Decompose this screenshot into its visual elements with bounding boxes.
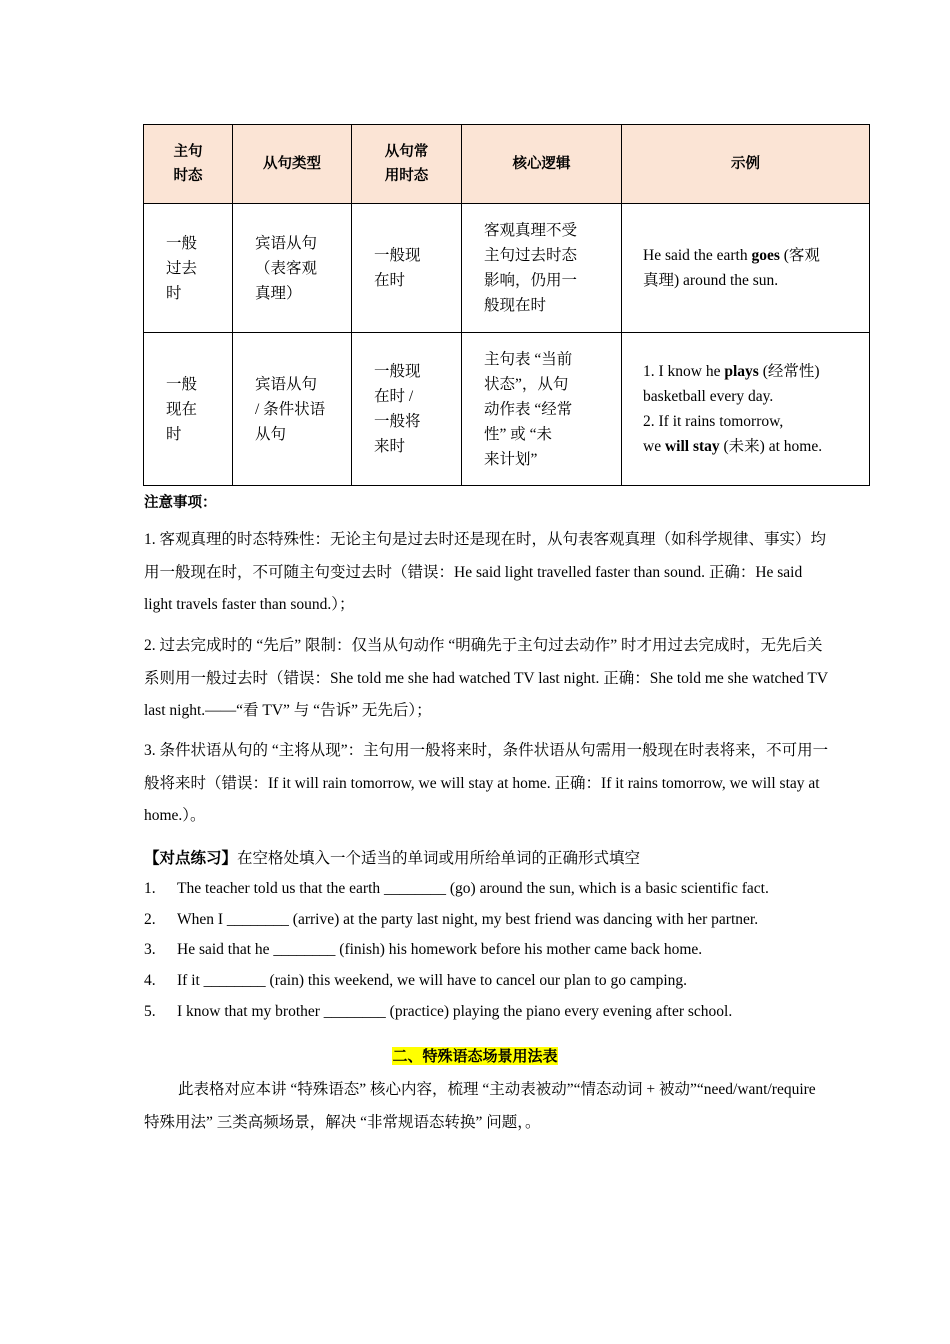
cell-main-tense: 一般 过去 时	[144, 204, 233, 333]
cell-core-logic: 客观真理不受 主句过去时态 影响，仍用一 般现在时	[462, 204, 622, 333]
table-header-row	[144, 125, 870, 204]
practice-item: 3. He said that he ________ (finish) his homework before his mother came back home.	[144, 941, 703, 959]
cell-clause-tense: 一般现 在时	[352, 204, 462, 333]
practice-title-text: 在空格处填入一个适当的单词或用所给单词的正确形式填空	[237, 850, 641, 867]
note-item-3: 3. 条件状语从句的 “主将从现”：主句用一般将来时，条件状语从句需用一般现在时表将来，不可用一般将来时（错误：If it will rain tomorrow, we will stay at home. 正确：If it rains tomorrow, we will stay at home.）。	[144, 742, 829, 824]
notes-title: 注意事项：	[144, 495, 217, 511]
header-clause-tense: 从句常 用时态	[352, 125, 462, 204]
table-row	[144, 204, 870, 333]
cell-clause-tense: 一般现 在时 / 一般将 来时	[352, 333, 462, 486]
cell-clause-type: 宾语从句 / 条件状语 从句	[233, 333, 352, 486]
practice-item: 4. If it ________ (rain) this weekend, we will have to cancel our plan to go camping.	[144, 972, 688, 990]
header-clause-type: 从句类型	[233, 125, 352, 204]
note-item-1: 1. 客观真理的时态特殊性：无论主句是过去时还是现在时，从句表客观真理（如科学规律、事实）均用一般现在时，不可随主句变过去时（错误：He said light travelled faster than sound. 正确：He said light travels faster than sound.）；	[144, 531, 827, 613]
section-heading	[0, 1045, 950, 1066]
tense-table	[143, 124, 870, 486]
cell-example: He said the earth goes (客观 真理) around the sun.	[622, 204, 870, 333]
practice-item: 1. The teacher told us that the earth ________ (go) around the sun, which is a basic scientific fact.	[144, 880, 769, 897]
section-intro: 此表格对应本讲 “特殊语态” 核心内容，梳理 “主动表被动”“情态动词 + 被动”“need/want/require 特殊用法” 三类高频场景，解决 “非常规语态转换” 问题，。	[144, 1081, 816, 1131]
header-core-logic: 核心逻辑	[462, 125, 622, 204]
practice-title-bold: 【对点练习】	[144, 850, 238, 867]
cell-example: 1. I know he plays (经常性) basketball every day. 2. If it rains tomorrow, we will stay (未来) at home.	[622, 333, 870, 486]
note-item-2: 2. 过去完成时的 “先后” 限制：仅当从句动作 “明确先于主句过去动作” 时才用过去完成时，无先后关系则用一般过去时（错误：She told me she had watched TV last night. 正确：She told me she watched TV last night.——“看 TV” 与 “告诉” 无先后）；	[144, 637, 828, 719]
cell-main-tense: 一般 现在 时	[144, 333, 233, 486]
table-row	[144, 333, 870, 486]
practice-title	[144, 846, 640, 868]
practice-item: 2. When I ________ (arrive) at the party last night, my best friend was dancing with her partner.	[144, 910, 759, 928]
cell-clause-type: 宾语从句 （表客观 真理）	[233, 204, 352, 333]
practice-item: 5. I know that my brother ________ (practice) playing the piano every evening after school.	[144, 1002, 733, 1020]
header-example: 示例	[622, 125, 870, 204]
section-heading-text: 二、特殊语态场景用法表	[392, 1047, 558, 1065]
cell-core-logic: 主句表 “当前 状态”，从句 动作表 “经常 性” 或 “未 来计划”	[462, 333, 622, 486]
header-main-tense: 主句 时态	[144, 125, 233, 204]
practice-list	[144, 874, 844, 1028]
